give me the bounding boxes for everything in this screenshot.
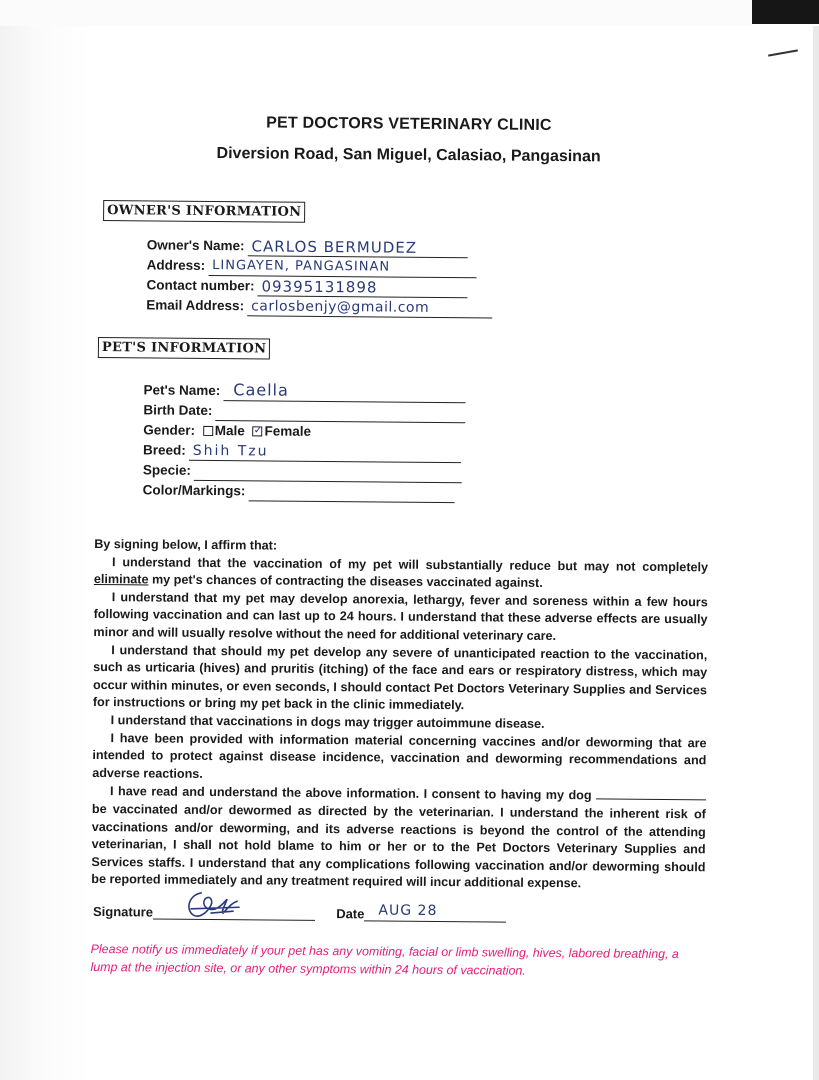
pet-name-field[interactable] [143, 380, 465, 403]
date-label: Date [336, 906, 365, 922]
pet-name-label: Pet's Name: [143, 382, 221, 399]
owner-section-title: OWNER'S INFORMATION [103, 200, 305, 223]
owner-name-value: CARLOS BERMUDEZ [251, 237, 418, 257]
pet-section-title: PET'S INFORMATION [98, 337, 271, 360]
male-label: Male [214, 423, 245, 439]
scan-edge-right [813, 26, 819, 1080]
breed-value: Shih Tzu [192, 442, 269, 460]
signature-line[interactable] [153, 905, 315, 921]
scan-shadow-left [0, 0, 90, 1080]
post-vaccination-notice: Please notify us immediately if your pet has any vomiting, facial or limb swelling, hives, labored breathing, a lump at the injection site, or any other symptoms within 24 hours of vaccination. [90, 941, 679, 978]
email-field[interactable] [146, 295, 492, 318]
male-checkbox[interactable] [203, 426, 213, 436]
address-field[interactable] [147, 255, 477, 278]
address-value: LINGAYEN, PANGASINAN [212, 258, 391, 275]
specie-field[interactable] [143, 460, 462, 483]
email-label: Email Address: [146, 297, 245, 314]
owner-name-label: Owner's Name: [146, 237, 245, 254]
consent-paragraph-2: I understand that my pet may develop anorexia, lethargy, fever and soreness within a few hours following vaccination and can last up to 24 hours. I understand that these adverse effects are usually minor and will usually resolve without the need for additional veterinary care. [93, 589, 708, 643]
color-markings-label: Color/Markings: [142, 482, 246, 499]
clinic-address: Diversion Road, San Miguel, Calasiao, Pangasinan [216, 145, 601, 166]
address-label: Address: [146, 257, 206, 273]
female-label: Female [264, 423, 312, 439]
pet-name-value: Caella [233, 380, 289, 400]
consent-paragraph-3: I understand that should my pet develop any severe of unanticipated reaction to the vaccination, such as urticaria (hives) and pruritis (itching) of the face and ears or respiratory distress, which may occur within minutes, or even seconds, I should contact Pet Doctors Veterinary Supplies and Services for instructions or bring my pet back in the clinic immediately. [92, 642, 708, 713]
consent-intro: By signing below, I affirm that: [94, 536, 278, 553]
female-checkbox[interactable] [252, 427, 262, 437]
consent-text [91, 536, 708, 894]
consent-paragraph-6: I have read and understand the above information. I consent to having my dog be vaccinated and/or dewormed as directed by the veterinarian. I understand the inherent risk of vaccinations and/or deworming, and its adverse reactions is beyond the control of the attending veterinarian, I shall not hold blame to him or her or to the Pet Doctors Veterinary Supplies and Services staffs. I understand that any complications following vaccination and/or deworming should be reported immediately and any treatment required will incur additional expense. [91, 784, 706, 891]
contact-number-label: Contact number: [146, 277, 255, 294]
consent-paragraph-1: I understand that the vaccination of my pet will substantially reduce but may not completely eliminate my pet's chances of contracting the diseases vaccinated against. [93, 554, 709, 591]
form-header [98, 112, 720, 169]
consent-paragraph-4: I understand that vaccinations in dogs may trigger autoimmune disease. [110, 713, 545, 731]
dog-name-blank[interactable] [596, 787, 706, 801]
signature-row [93, 904, 507, 923]
specie-label: Specie: [142, 462, 191, 478]
color-markings-field[interactable] [143, 480, 455, 503]
gender-field [143, 420, 311, 441]
owner-name-field[interactable] [147, 235, 468, 258]
contact-number-field[interactable] [146, 275, 467, 298]
birth-date-field[interactable] [143, 400, 465, 423]
date-line[interactable] [364, 902, 506, 922]
clinic-name: PET DOCTORS VETERINARY CLINIC [266, 114, 552, 134]
gender-label: Gender: [143, 422, 196, 438]
breed-field[interactable] [143, 440, 461, 463]
breed-label: Breed: [142, 442, 186, 458]
consent-paragraph-5: I have been provided with information material concerning vaccines and/or deworming that are intended to protect against disease incidence, vaccination and deworming recommendations and adverse reactions. [92, 730, 707, 781]
email-value: carlosbenjy@gmail.com [251, 298, 430, 316]
date-value: AUG 28 [378, 902, 438, 919]
signature-label: Signature [92, 903, 154, 920]
pen-stroke-mark [768, 49, 798, 56]
consent-form-page [90, 112, 720, 997]
birth-date-label: Birth Date: [143, 402, 213, 419]
handwritten-signature [181, 885, 241, 922]
scan-edge-top [0, 0, 819, 26]
contact-number-value: 09395131898 [261, 277, 378, 297]
